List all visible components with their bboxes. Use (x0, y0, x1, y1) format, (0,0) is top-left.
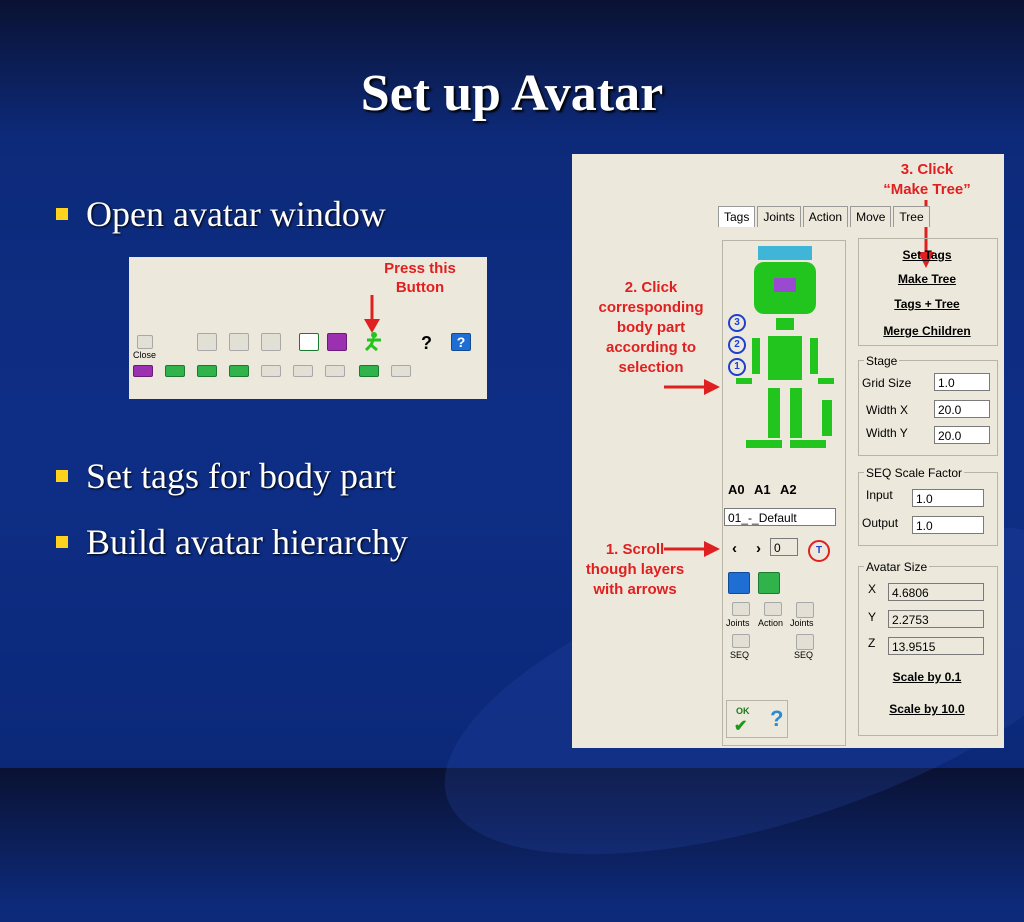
make-tree-button[interactable]: Make Tree (897, 272, 957, 286)
rotate-icon[interactable] (229, 333, 249, 351)
load-seq-label: SEQ (730, 650, 750, 660)
layer-ring-2[interactable]: 2 (728, 336, 746, 354)
merge-children-button[interactable]: Merge Children (883, 324, 971, 338)
width-x-label: Width X (866, 403, 909, 417)
next-layer-arrow[interactable]: › (756, 540, 761, 557)
layer-label-a2: A2 (780, 482, 797, 497)
size-x-label: X (868, 582, 877, 596)
walk-icon[interactable] (758, 572, 780, 594)
merge-icon[interactable] (165, 365, 185, 377)
open-folder-icon[interactable] (764, 602, 782, 616)
merge-icon[interactable] (229, 365, 249, 377)
avatar-left-arm[interactable] (752, 338, 760, 374)
bullet-marker (56, 470, 68, 482)
tab-tree[interactable]: Tree (893, 206, 929, 227)
transform-icon[interactable] (197, 333, 217, 351)
close-icon[interactable] (137, 335, 153, 349)
toolbar-screenshot (129, 257, 487, 399)
seq-scale-legend: SEQ Scale Factor (866, 466, 963, 480)
scale-by-10-button[interactable]: Scale by 10.0 (889, 702, 965, 716)
group-icon[interactable] (133, 365, 153, 377)
avatar-tail[interactable] (822, 400, 832, 436)
layer-label-a0: A0 (728, 482, 745, 497)
uv-icon[interactable] (261, 333, 281, 351)
tags-plus-tree-button[interactable]: Tags + Tree (894, 297, 960, 311)
help-icon[interactable]: ? (770, 706, 784, 731)
bullet-marker (56, 208, 68, 220)
avatar-left-leg[interactable] (768, 388, 780, 438)
avatar-window-screenshot (572, 154, 1004, 748)
select-box-icon[interactable] (299, 333, 319, 351)
seq-input-field[interactable]: 1.0 (912, 489, 984, 507)
set-tags-button[interactable]: Set Tags (902, 248, 952, 262)
bullet-build-hierarchy (56, 521, 408, 563)
tab-tags[interactable]: Tags (718, 206, 755, 227)
size-z-label: Z (868, 636, 876, 650)
layer-name-field[interactable]: 01_-_Default (724, 508, 836, 526)
save-disk-icon[interactable] (796, 602, 814, 618)
3d-icon (391, 365, 411, 377)
avatar-right-foot[interactable] (790, 440, 826, 448)
size-z-field[interactable]: 13.9515 (888, 637, 984, 655)
press-button-annotation: Press this Button (384, 260, 456, 296)
stage-legend: Stage (866, 354, 898, 368)
avatar-right-arm[interactable] (810, 338, 818, 374)
bullet-text: Build avatar hierarchy (86, 522, 408, 562)
open-folder-icon[interactable] (732, 634, 750, 648)
save-joints-label: Joints (790, 618, 814, 628)
scale-by-0-1-button[interactable]: Scale by 0.1 (892, 670, 962, 684)
normals-icon[interactable] (728, 572, 750, 594)
avatar-size-legend: Avatar Size (866, 560, 928, 574)
layer-ring-3[interactable]: 3 (728, 314, 746, 332)
size-y-label: Y (868, 610, 877, 624)
avatar-torso[interactable] (768, 336, 802, 380)
ok-label: OK (736, 706, 750, 716)
input-label: Input (866, 488, 893, 502)
bullet-marker (56, 536, 68, 548)
avatar-neck[interactable] (776, 318, 794, 330)
slide-title: Set up Avatar (360, 65, 664, 122)
seq-output-field[interactable]: 1.0 (912, 516, 984, 534)
width-y-field[interactable]: 20.0 (934, 426, 990, 444)
make-tree-annotation: 3. Click “Make Tree” (883, 161, 971, 198)
red-arrow-right-icon (664, 538, 724, 560)
load-action-label: Action (758, 618, 784, 628)
scroll-annotation: 1. Scroll though layers with arrows (585, 541, 685, 598)
avatar-hair[interactable] (758, 246, 812, 260)
reset-icon[interactable]: T (808, 540, 830, 562)
ok-check-icon[interactable]: ✔ (734, 718, 748, 735)
prev-layer-arrow[interactable]: ‹ (732, 540, 737, 557)
grid-size-field[interactable]: 1.0 (934, 373, 990, 391)
size-y-field[interactable]: 2.2753 (888, 610, 984, 628)
bullet-open-avatar-window (56, 193, 386, 235)
merge-icon[interactable] (197, 365, 217, 377)
size-x-field[interactable]: 4.6806 (888, 583, 984, 601)
layer-ring-1[interactable]: 1 (728, 358, 746, 376)
close-label: Close (133, 350, 157, 360)
disabled-icon (261, 365, 281, 377)
load-joints-label: Joints (726, 618, 750, 628)
save-disk-icon[interactable] (796, 634, 814, 650)
output-label: Output (862, 516, 899, 530)
tab-action[interactable]: Action (803, 206, 848, 227)
box-icon[interactable] (359, 365, 379, 377)
tab-bar (718, 206, 932, 227)
avatar-right-hand[interactable] (818, 378, 834, 384)
save-seq-label: SEQ (794, 650, 814, 660)
disabled-icon (293, 365, 313, 377)
tab-joints[interactable]: Joints (757, 206, 800, 227)
layer-index-field[interactable]: 0 (770, 538, 798, 556)
disabled-icon (325, 365, 345, 377)
help-cursor-icon[interactable]: ? (421, 333, 432, 353)
layer-label-a1: A1 (754, 482, 771, 497)
avatar-right-leg[interactable] (790, 388, 802, 438)
bullet-set-tags (56, 455, 396, 497)
texture-icon[interactable] (327, 333, 347, 351)
avatar-left-foot[interactable] (746, 440, 782, 448)
grid-size-label: Grid Size (862, 376, 912, 390)
width-y-label: Width Y (866, 426, 908, 440)
body-part-annotation: 2. Click corresponding body part according to selection (598, 279, 704, 376)
red-arrow-right-icon (664, 376, 724, 398)
help-cursor-blue-icon[interactable]: ? (451, 333, 471, 351)
open-folder-icon[interactable] (732, 602, 750, 616)
bullet-text: Set tags for body part (86, 456, 396, 496)
avatar-left-hand[interactable] (736, 378, 752, 384)
red-arrow-down-icon (361, 295, 383, 335)
tab-move[interactable]: Move (850, 206, 891, 227)
avatar-face[interactable] (774, 278, 796, 292)
width-x-field[interactable]: 20.0 (934, 400, 990, 418)
bullet-text: Open avatar window (86, 194, 386, 234)
avatar-button-icon[interactable] (363, 331, 385, 351)
